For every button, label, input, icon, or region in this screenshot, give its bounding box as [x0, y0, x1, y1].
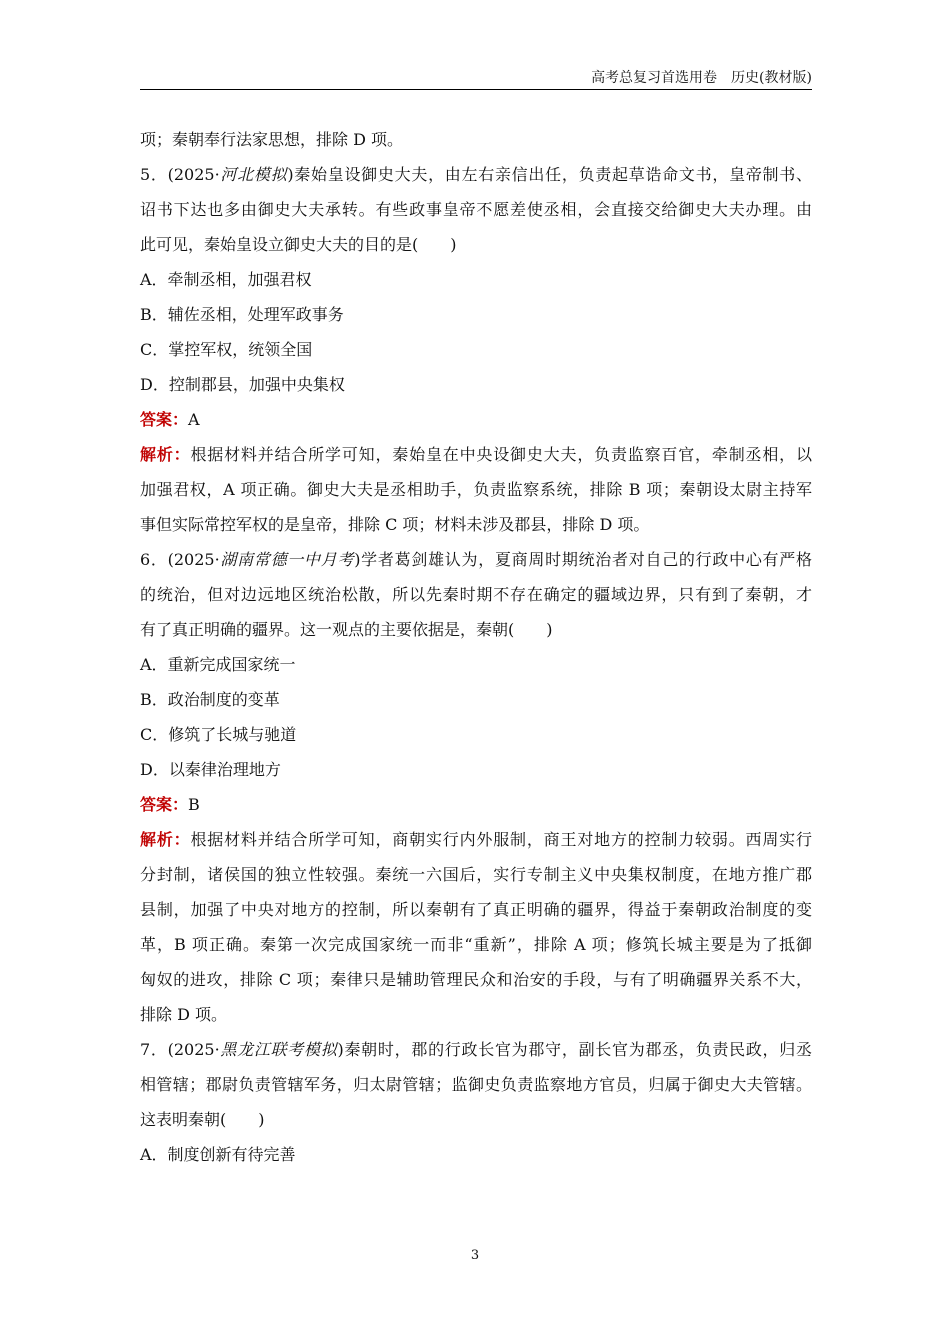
text-line: [140, 927, 812, 962]
line-text: A．牵制丞相，加强君权: [140, 270, 312, 289]
question-source: 黑龙江联考模拟: [219, 1040, 338, 1059]
text-line: [140, 892, 812, 927]
line-text: 诏书下达也多由御史大夫承转。有些政事皇帝不愿差使丞相，会直接交给御史大夫办理。由: [140, 200, 812, 219]
page-header: 高考总复习首选用卷 历史(教材版): [591, 70, 812, 86]
answer-label: 答案：: [140, 410, 189, 429]
line-text: )秦朝时，郡的行政长官为郡守，副长官为郡丞，负责民政，归丞: [337, 1040, 812, 1059]
question-source: 河北模拟: [219, 165, 288, 184]
line-text: B: [188, 795, 200, 814]
answer-line: [140, 402, 820, 437]
line-text: 根据材料并结合所学可知，商朝实行内外服制，商王对地方的控制力较弱。西周实行: [190, 830, 812, 849]
text-line: [140, 192, 812, 227]
line-text: 排除 D 项。: [140, 1005, 228, 1024]
text-line: [140, 297, 820, 332]
line-text: 根据材料并结合所学可知，秦始皇在中央设御史大夫，负责监察百官，牵制丞相，以: [190, 445, 812, 464]
line-text: D．以秦律治理地方: [140, 760, 281, 779]
text-line: [140, 122, 820, 157]
text-line: [140, 367, 820, 402]
header-rule: [140, 89, 812, 90]
text-line: [140, 962, 812, 997]
text-line: [140, 682, 820, 717]
page-number: 3: [470, 1248, 480, 1263]
text-line: [140, 262, 820, 297]
text-line: [140, 752, 820, 787]
line-text: A．制度创新有待完善: [140, 1145, 296, 1164]
line-text: A．重新完成国家统一: [140, 655, 296, 674]
line-text: 事但实际常控军权的是皇帝，排除 C 项；材料未涉及郡县，排除 D 项。: [140, 515, 650, 534]
line-text: 分封制，诸侯国的独立性较强。秦统一六国后，实行专制主义中央集权制度，在地方推广郡: [140, 865, 812, 884]
analysis-label: 解析：: [140, 830, 191, 849]
line-text: C．掌控军权，统领全国: [140, 340, 313, 359]
line-text: B．政治制度的变革: [140, 690, 280, 709]
line-text: 有了真正明确的疆界。这一观点的主要依据是，秦朝( ): [140, 620, 553, 639]
line-text: 项；秦朝奉行法家思想，排除 D 项。: [140, 130, 404, 149]
line-text: B．辅佐丞相，处理军政事务: [140, 305, 344, 324]
text-line: [140, 1137, 820, 1172]
analysis-line: [140, 822, 812, 857]
text-line: [140, 332, 820, 367]
question-line: [140, 157, 812, 192]
text-line: [140, 577, 812, 612]
document-body: [140, 122, 820, 1172]
line-text: )秦始皇设御史大夫，由左右亲信出任，负责起草诰命文书，皇帝制书、: [287, 165, 812, 184]
text-line: [140, 857, 812, 892]
line-text: 革，B 项正确。秦第一次完成国家统一而非“重新”，排除 A 项；修筑长城主要是为了抵御: [140, 935, 812, 954]
question-number: 7．(2025·: [140, 1040, 220, 1059]
line-text: C．修筑了长城与驰道: [140, 725, 297, 744]
analysis-label: 解析：: [140, 445, 191, 464]
question-number: 5．(2025·: [140, 165, 220, 184]
line-text: 此可见，秦始皇设立御史大夫的目的是( ): [140, 235, 457, 254]
line-text: 匈奴的进攻，排除 C 项；秦律只是辅助管理民众和治安的手段，与有了明确疆界关系不大，: [140, 970, 812, 989]
question-line: [140, 1032, 812, 1067]
question-source: 湖南常德一中月考: [219, 550, 355, 569]
text-line: [140, 507, 820, 542]
text-line: [140, 1067, 812, 1102]
text-line: [140, 717, 820, 752]
question-line: [140, 542, 812, 577]
text-line: [140, 227, 820, 262]
text-line: [140, 472, 812, 507]
line-text: )学者葛剑雄认为，夏商周时期统治者对自己的行政中心有严格: [354, 550, 812, 569]
text-line: [140, 612, 820, 647]
line-text: A: [188, 410, 200, 429]
line-text: D．控制郡县，加强中央集权: [140, 375, 345, 394]
line-text: 这表明秦朝( ): [140, 1110, 265, 1129]
text-line: [140, 1102, 820, 1137]
text-line: [140, 997, 820, 1032]
line-text: 的统治，但对边远地区统治松散，所以先秦时期不存在确定的疆域边界，只有到了秦朝，才: [140, 585, 812, 604]
text-line: [140, 647, 820, 682]
answer-line: [140, 787, 820, 822]
analysis-line: [140, 437, 812, 472]
line-text: 相管辖；郡尉负责管辖军务，归太尉管辖；监御史负责监察地方官员，归属于御史大夫管辖。: [140, 1075, 812, 1094]
question-number: 6．(2025·: [140, 550, 220, 569]
line-text: 县制，加强了中央对地方的控制，所以秦朝有了真正明确的疆界，得益于秦朝政治制度的变: [140, 900, 812, 919]
answer-label: 答案：: [140, 795, 189, 814]
line-text: 加强君权，A 项正确。御史大夫是丞相助手，负责监察系统，排除 B 项；秦朝设太尉主持军: [140, 480, 812, 499]
